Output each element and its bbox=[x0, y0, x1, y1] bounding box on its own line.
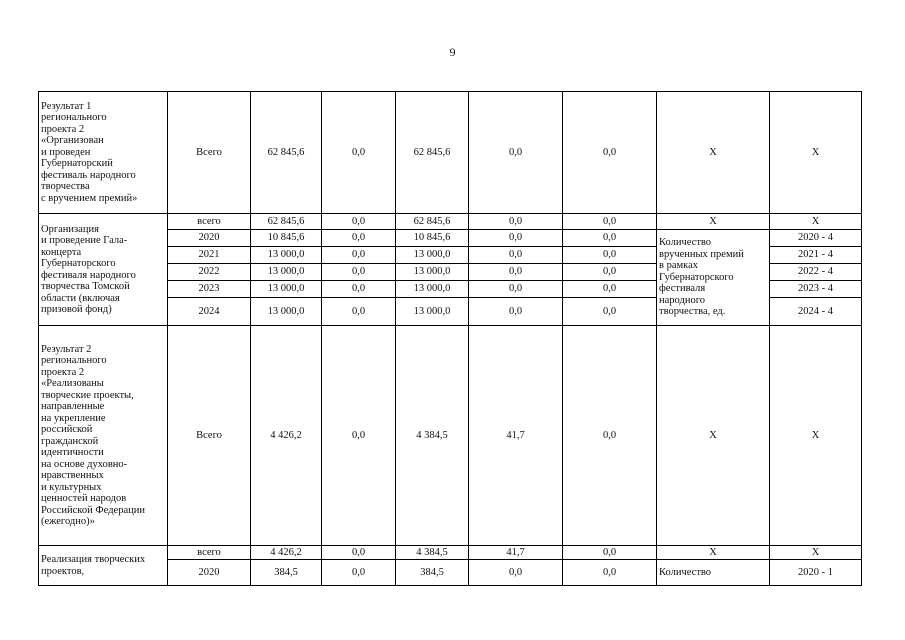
cell-total: 384,5 bbox=[251, 560, 322, 586]
cell-value: 0,0 bbox=[469, 92, 563, 214]
row-label: 2024 bbox=[168, 298, 251, 326]
cell-total: 62 845,6 bbox=[251, 214, 322, 230]
target-cell: Х bbox=[770, 92, 862, 214]
cell-value: 0,0 bbox=[322, 326, 396, 546]
budget-table bbox=[38, 91, 862, 586]
indicator-cell: Х bbox=[657, 92, 770, 214]
activity-2-name: Реализация творческих проектов, bbox=[39, 546, 168, 586]
target-cell: 2023 - 4 bbox=[770, 281, 862, 298]
row-label: Всего bbox=[168, 92, 251, 214]
cell-total: 13 000,0 bbox=[251, 247, 322, 264]
row-label: 2023 bbox=[168, 281, 251, 298]
result-2-name: Результат 2 регионального проекта 2 «Реализованы творческие проекты, направленные на укрепление российской гражданской идентичности на основе духовно- нравственных и культурных ценностей народов Российской Федерации (ежегодно)» bbox=[39, 326, 168, 546]
target-cell: Х bbox=[770, 546, 862, 560]
cell-value: 0,0 bbox=[322, 281, 396, 298]
cell-value: 62 845,6 bbox=[396, 92, 469, 214]
cell-value: 41,7 bbox=[469, 326, 563, 546]
cell-value: 62 845,6 bbox=[396, 214, 469, 230]
target-cell: 2024 - 4 bbox=[770, 298, 862, 326]
cell-value: 0,0 bbox=[322, 230, 396, 247]
cell-value: 4 384,5 bbox=[396, 546, 469, 560]
target-cell: 2021 - 4 bbox=[770, 247, 862, 264]
cell-value: 0,0 bbox=[469, 298, 563, 326]
table-row bbox=[39, 326, 862, 546]
row-label: 2021 bbox=[168, 247, 251, 264]
table-row bbox=[39, 214, 862, 230]
cell-value: 0,0 bbox=[469, 247, 563, 264]
cell-value: 4 384,5 bbox=[396, 326, 469, 546]
cell-total: 13 000,0 bbox=[251, 281, 322, 298]
cell-total: 4 426,2 bbox=[251, 326, 322, 546]
result-1-name: Результат 1 регионального проекта 2 «Организован и проведен Губернаторский фестиваль народного творчества с вручением премий» bbox=[39, 92, 168, 214]
table-row bbox=[39, 92, 862, 214]
cell-value: 0,0 bbox=[563, 92, 657, 214]
indicator-text: Количество bbox=[657, 560, 770, 586]
activity-1-name: Организация и проведение Гала- концерта Губернаторского фестиваля народного творчества Томской области (включая призовой фонд) bbox=[39, 214, 168, 326]
cell-value: 0,0 bbox=[563, 560, 657, 586]
cell-value: 0,0 bbox=[322, 546, 396, 560]
target-cell: Х bbox=[770, 214, 862, 230]
cell-value: 0,0 bbox=[469, 281, 563, 298]
row-label: 2020 bbox=[168, 230, 251, 247]
cell-value: 10 845,6 bbox=[396, 230, 469, 247]
row-label: всего bbox=[168, 214, 251, 230]
cell-total: 13 000,0 bbox=[251, 264, 322, 281]
indicator-cell: Х bbox=[657, 326, 770, 546]
indicator-cell: Х bbox=[657, 214, 770, 230]
row-label: 2020 bbox=[168, 560, 251, 586]
cell-value: 0,0 bbox=[563, 264, 657, 281]
cell-value: 0,0 bbox=[563, 230, 657, 247]
cell-total: 62 845,6 bbox=[251, 92, 322, 214]
target-cell: 2020 - 1 bbox=[770, 560, 862, 586]
target-cell: Х bbox=[770, 326, 862, 546]
cell-value: 0,0 bbox=[322, 298, 396, 326]
cell-value: 384,5 bbox=[396, 560, 469, 586]
page-number: 9 bbox=[449, 45, 456, 59]
cell-value: 0,0 bbox=[322, 264, 396, 281]
cell-value: 0,0 bbox=[563, 298, 657, 326]
row-label: 2022 bbox=[168, 264, 251, 281]
row-label: всего bbox=[168, 546, 251, 560]
cell-value: 0,0 bbox=[322, 214, 396, 230]
cell-value: 0,0 bbox=[469, 560, 563, 586]
cell-value: 0,0 bbox=[322, 560, 396, 586]
cell-value: 0,0 bbox=[563, 214, 657, 230]
cell-value: 0,0 bbox=[563, 546, 657, 560]
cell-value: 0,0 bbox=[469, 230, 563, 247]
cell-value: 0,0 bbox=[469, 214, 563, 230]
indicator-cell: Х bbox=[657, 546, 770, 560]
target-cell: 2020 - 4 bbox=[770, 230, 862, 247]
cell-value: 0,0 bbox=[322, 92, 396, 214]
table-row bbox=[39, 546, 862, 560]
cell-value: 41,7 bbox=[469, 546, 563, 560]
cell-value: 13 000,0 bbox=[396, 298, 469, 326]
cell-value: 13 000,0 bbox=[396, 281, 469, 298]
cell-value: 0,0 bbox=[469, 264, 563, 281]
cell-total: 10 845,6 bbox=[251, 230, 322, 247]
cell-value: 13 000,0 bbox=[396, 264, 469, 281]
row-label: Всего bbox=[168, 326, 251, 546]
target-cell: 2022 - 4 bbox=[770, 264, 862, 281]
indicator-text: Количество врученных премий в рамках Губернаторского фестиваля народного творчества, ед. bbox=[657, 230, 770, 326]
cell-total: 4 426,2 bbox=[251, 546, 322, 560]
cell-value: 0,0 bbox=[322, 247, 396, 264]
cell-value: 13 000,0 bbox=[396, 247, 469, 264]
cell-value: 0,0 bbox=[563, 281, 657, 298]
cell-value: 0,0 bbox=[563, 326, 657, 546]
cell-total: 13 000,0 bbox=[251, 298, 322, 326]
cell-value: 0,0 bbox=[563, 247, 657, 264]
